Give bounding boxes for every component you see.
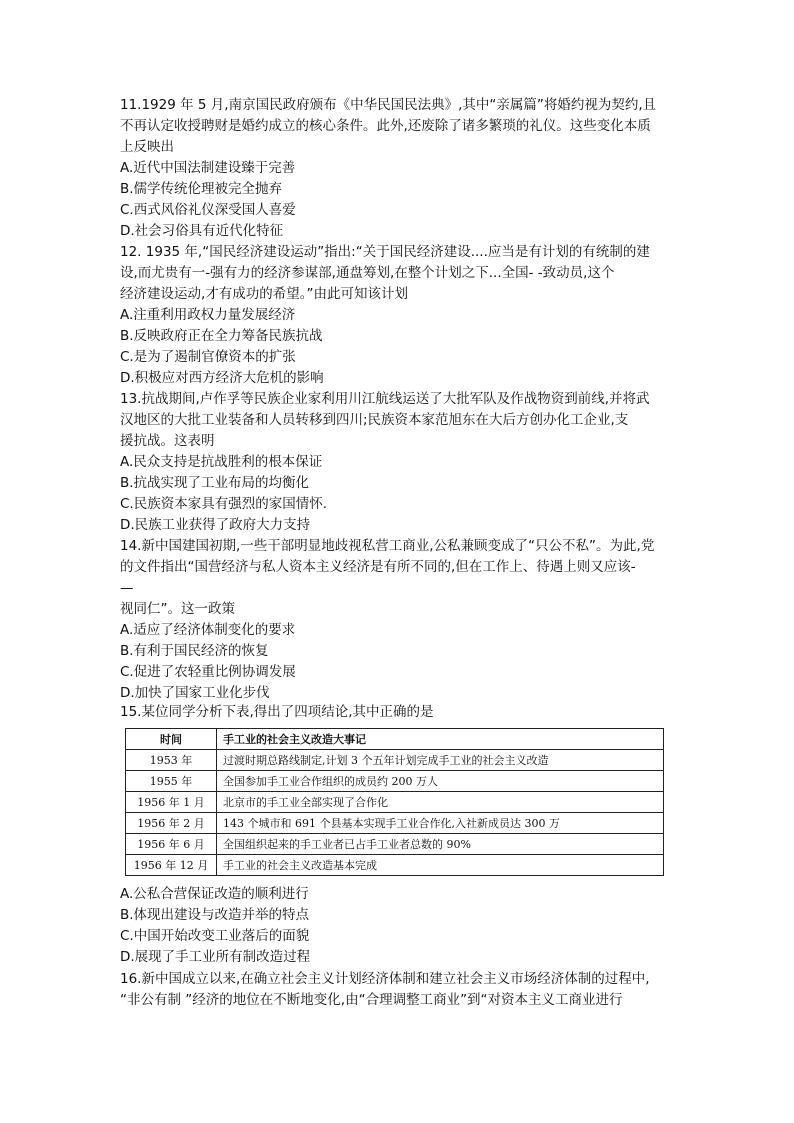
option-b: B.有利于国民经济的恢复	[120, 643, 269, 659]
table-cell-event: 全国组织起来的手工业者已占手工业者总数的 90%	[217, 834, 664, 855]
option-d: D.社会习俗具有近代化特征	[120, 223, 284, 239]
option-d: D.民族工业获得了政府大力支持	[120, 517, 311, 533]
question-stem-line: 14.新中国建国初期,一些干部明显地歧视私营工商业,公私兼顾变成了“只公不私”。为此,党	[120, 538, 655, 554]
table-cell-time: 1956 年 2 月	[126, 813, 217, 834]
option-d: D.加快了国家工业化步伐	[120, 685, 270, 701]
question-stem-line: 12. 1935 年,“国民经济建设运动”指出:“关于国民经济建设....应当是有计划的有统制的建	[120, 244, 650, 260]
events-table	[125, 728, 664, 876]
table-header-time: 时间	[126, 729, 217, 750]
option-d: D.积极应对西方经济大危机的影响	[120, 370, 324, 386]
question-15-options	[120, 884, 680, 968]
option-b: B.反映政府正在全力筹备民族抗战	[120, 328, 323, 344]
question-stem-line: —	[120, 580, 134, 596]
option-c: C.西式风俗礼仪深受国人喜爱	[120, 202, 296, 218]
table-header-row	[126, 729, 664, 750]
table-row	[126, 750, 664, 771]
option-c: C.促进了农轻重比例协调发展	[120, 664, 296, 680]
table-cell-event: 过渡时期总路线制定,计划 3 个五年计划完成手工业的社会主义改造	[217, 750, 664, 771]
option-b: B.抗战实现了工业布局的均衡化	[120, 475, 310, 491]
question-stem-line: 视同仁”。这一政策	[120, 601, 235, 617]
question-stem-line: 不再认定收授聘财是婚约成立的核心条件。此外,还废除了诸多繁琐的礼仪。这些变化本质	[120, 118, 651, 134]
table-cell-time: 1956 年 1 月	[126, 792, 217, 813]
option-a: A.近代中国法制建设臻于完善	[120, 160, 296, 176]
question-16	[120, 969, 680, 1011]
option-b: B.儒学传统伦理被完全抛弃	[120, 181, 283, 197]
question-15	[120, 702, 680, 723]
question-stem-line: “非公有制 ”经济的地位在不断地变化,由“合理调整工商业”到“对资本主义工商业进行	[120, 992, 623, 1008]
question-11	[120, 95, 680, 242]
option-a: A.注重利用政权力量发展经济	[120, 307, 296, 323]
option-a: A.适应了经济体制变化的要求	[120, 622, 296, 638]
question-14	[120, 536, 680, 704]
table-cell-time: 1955 年	[126, 771, 217, 792]
option-c: C.中国开始改变工业落后的面貌	[120, 928, 310, 944]
option-b: B.体现出建设与改造并举的特点	[120, 907, 310, 923]
table-row	[126, 834, 664, 855]
question-stem-line: 的文件指出“国营经济与私人资本主义经济是有所不同的,但在工作上、待遇上则又应该-	[120, 559, 636, 575]
question-stem-line: 15.某位同学分析下表,得出了四项结论,其中正确的是	[120, 704, 434, 720]
option-a: A.民众支持是抗战胜利的根本保证	[120, 454, 323, 470]
question-stem-line: 11.1929 年 5 月,南京国民政府颁布《中华民国民法典》,其中“亲属篇”将婚约视为契约,且	[120, 97, 657, 113]
table-cell-event: 手工业的社会主义改造基本完成	[217, 855, 664, 876]
option-d: D.展现了手工业所有制改造过程	[120, 949, 311, 965]
table-cell-event: 全国参加手工业合作组织的成员约 200 万人	[217, 771, 664, 792]
table-row	[126, 771, 664, 792]
table-row	[126, 813, 664, 834]
question-stem-line: 经济建设运动,才有成功的希望。”由此可知该计划	[120, 286, 409, 302]
question-12	[120, 242, 680, 389]
question-13	[120, 389, 680, 536]
table-header-events: 手工业的社会主义改造大事记	[217, 729, 664, 750]
question-stem-line: 13.抗战期间,卢作孚等民族企业家利用川江航线运送了大批军队及作战物资到前线,并将武	[120, 391, 650, 407]
table-cell-time: 1953 年	[126, 750, 217, 771]
option-a: A.公私合营保证改造的顺利进行	[120, 886, 309, 902]
question-stem-line: 汉地区的大批工业装备和人员转移到四川;民族资本家范旭东在大后方创办化工企业,支	[120, 412, 629, 428]
table-cell-event: 北京市的手工业全部实现了合作化	[217, 792, 664, 813]
question-stem-line: 设,而尤贵有一-强有力的经济参谋部,通盘筹划,在整个计划之下...全国- -致动员,这个	[120, 265, 615, 281]
option-c: C.民族资本家具有强烈的家国情怀.	[120, 496, 328, 512]
question-stem-line: 援抗战。这表明	[120, 433, 215, 449]
question-stem-line: 16.新中国成立以来,在确立社会主义计划经济体制和建立社会主义市场经济体制的过程中,	[120, 971, 650, 987]
table-cell-time: 1956 年 6 月	[126, 834, 217, 855]
table-cell-event: 143 个城市和 691 个县基本实现手工业合作化,入社新成员达 300 万	[217, 813, 664, 834]
question-stem-line: 上反映出	[120, 139, 174, 155]
table-row	[126, 792, 664, 813]
option-c: C.是为了遏制官僚资本的扩张	[120, 349, 296, 365]
table-row	[126, 855, 664, 876]
table-cell-time: 1956 年 12 月	[126, 855, 217, 876]
